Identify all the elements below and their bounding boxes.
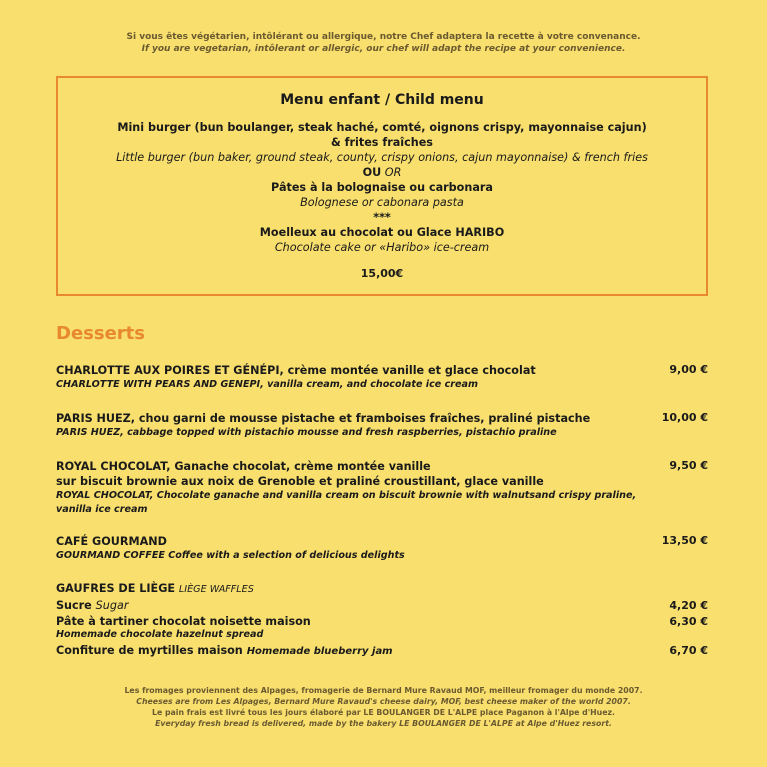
waffles-title-fr: GAUFRES DE LIÈGE	[56, 582, 176, 595]
dessert-name-en-line2: vanilla ice cream	[56, 504, 148, 515]
waffle-name-fr: Pâte à tartiner chocolat noisette maison	[56, 615, 311, 628]
dietary-note	[0, 31, 767, 55]
waffle-row-sugar	[56, 598, 708, 613]
waffle-price: 6,70 €	[669, 644, 708, 657]
dessert-price: 13,50 €	[661, 534, 708, 547]
dessert-item-charlotte	[56, 363, 708, 392]
waffles-heading	[56, 581, 708, 597]
dessert-name-en: CHARLOTTE WITH PEARS AND GENEPI, vanilla cream, and chocolate ice cream	[56, 379, 479, 390]
child-menu-title: Menu enfant / Child menu	[280, 92, 484, 108]
child-or-fr: OU	[362, 166, 382, 179]
dessert-name-fr: CHARLOTTE AUX POIRES ET GÉNÉPI, crème montée vanille et glace chocolat	[56, 364, 536, 377]
dessert-price: 9,00 €	[669, 363, 708, 376]
child-item1-fr-line1: Mini burger (bun boulanger, steak haché, comté, oignons crispy, mayonnaise cajun)	[117, 121, 647, 134]
dietary-note-fr: Si vous êtes végétarien, intôlérant ou allergique, notre Chef adaptera la recette à votre convenance.	[126, 32, 641, 42]
dessert-name-en: PARIS HUEZ, cabbage topped with pistachio mousse and fresh raspberries, pistachio praline	[56, 427, 557, 438]
dessert-item-royal-chocolat	[56, 459, 708, 517]
dietary-note-en: If you are vegetarian, intôlerant or allergic, our chef will adapt the recipe at your convenience.	[141, 44, 626, 54]
child-menu-price: 15,00€	[360, 267, 404, 280]
child-menu-items	[58, 120, 706, 255]
desserts-heading: Desserts	[56, 323, 145, 344]
child-item1-fr-line2: & frites fraîches	[331, 136, 433, 149]
dessert-name-fr: ROYAL CHOCOLAT, Ganache chocolat, crème montée vanille	[56, 460, 431, 473]
waffle-name-en: Sugar	[95, 599, 129, 612]
waffle-row-blueberry	[56, 643, 708, 659]
waffle-row-chocolate	[56, 614, 708, 629]
dessert-item-cafe-gourmand	[56, 534, 708, 563]
child-item2-en: Bolognese or cabonara pasta	[300, 196, 464, 209]
child-or	[58, 165, 706, 180]
waffles-title-en: LIÈGE WAFFLES	[178, 584, 254, 595]
child-item3-fr: Moelleux au chocolat ou Glace HARIBO	[259, 226, 505, 239]
waffle-name-fr: Confiture de myrtilles maison	[56, 644, 243, 657]
footer-line1: Les fromages proviennent des Alpages, fromagerie de Bernard Mure Ravaud MOF, meilleur fromager du monde 2007.	[124, 686, 643, 695]
waffle-name-fr: Sucre	[56, 599, 92, 612]
child-item2-fr: Pâtes à la bolognaise ou carbonara	[271, 181, 493, 194]
child-menu-box	[56, 76, 708, 296]
footer-line3: Le pain frais est livré tous les jours élaboré par LE BOULANGER DE L'ALPE place Paganon à l'Alpe d'Huez.	[151, 708, 615, 717]
waffle-name-en: Homemade chocolate hazelnut spread	[56, 629, 264, 640]
dessert-item-paris-huez	[56, 411, 708, 440]
child-or-en: OR	[384, 166, 402, 179]
waffle-price: 4,20 €	[669, 599, 708, 612]
dessert-name-en: ROYAL CHOCOLAT, Chocolate ganache and vanilla cream on biscuit brownie with walnutsand crispy praline,	[56, 490, 637, 501]
footer-line4: Everyday fresh bread is delivered, made by the bakery LE BOULANGER DE L'ALPE at Alpe d'Huez resort.	[155, 719, 612, 728]
waffle-price: 6,30 €	[669, 615, 708, 628]
dessert-name-fr: CAFÉ GOURMAND	[56, 535, 167, 548]
waffle-name-en: Homemade blueberry jam	[246, 646, 393, 657]
dessert-price: 9,50 €	[669, 459, 708, 472]
child-separator: ***	[373, 211, 391, 224]
footer-note	[0, 685, 767, 729]
child-item3-en: Chocolate cake or «Haribo» ice-cream	[274, 241, 490, 254]
footer-line2: Cheeses are from Les Alpages, Bernard Mure Ravaud's cheese dairy, MOF, best cheese maker of the world 2007.	[136, 697, 631, 706]
child-item1-en: Little burger (bun baker, ground steak, county, crispy onions, cajun mayonnaise) & french fries	[116, 151, 648, 164]
dessert-name-en: GOURMAND COFFEE Coffee with a selection of delicious delights	[56, 550, 405, 561]
dessert-name-fr-line2: sur biscuit brownie aux noix de Grenoble et praliné croustillant, glace vanille	[56, 475, 544, 488]
dessert-name-fr: PARIS HUEZ, chou garni de mousse pistache et framboises fraîches, praliné pistache	[56, 412, 591, 425]
dessert-price: 10,00 €	[661, 411, 708, 424]
